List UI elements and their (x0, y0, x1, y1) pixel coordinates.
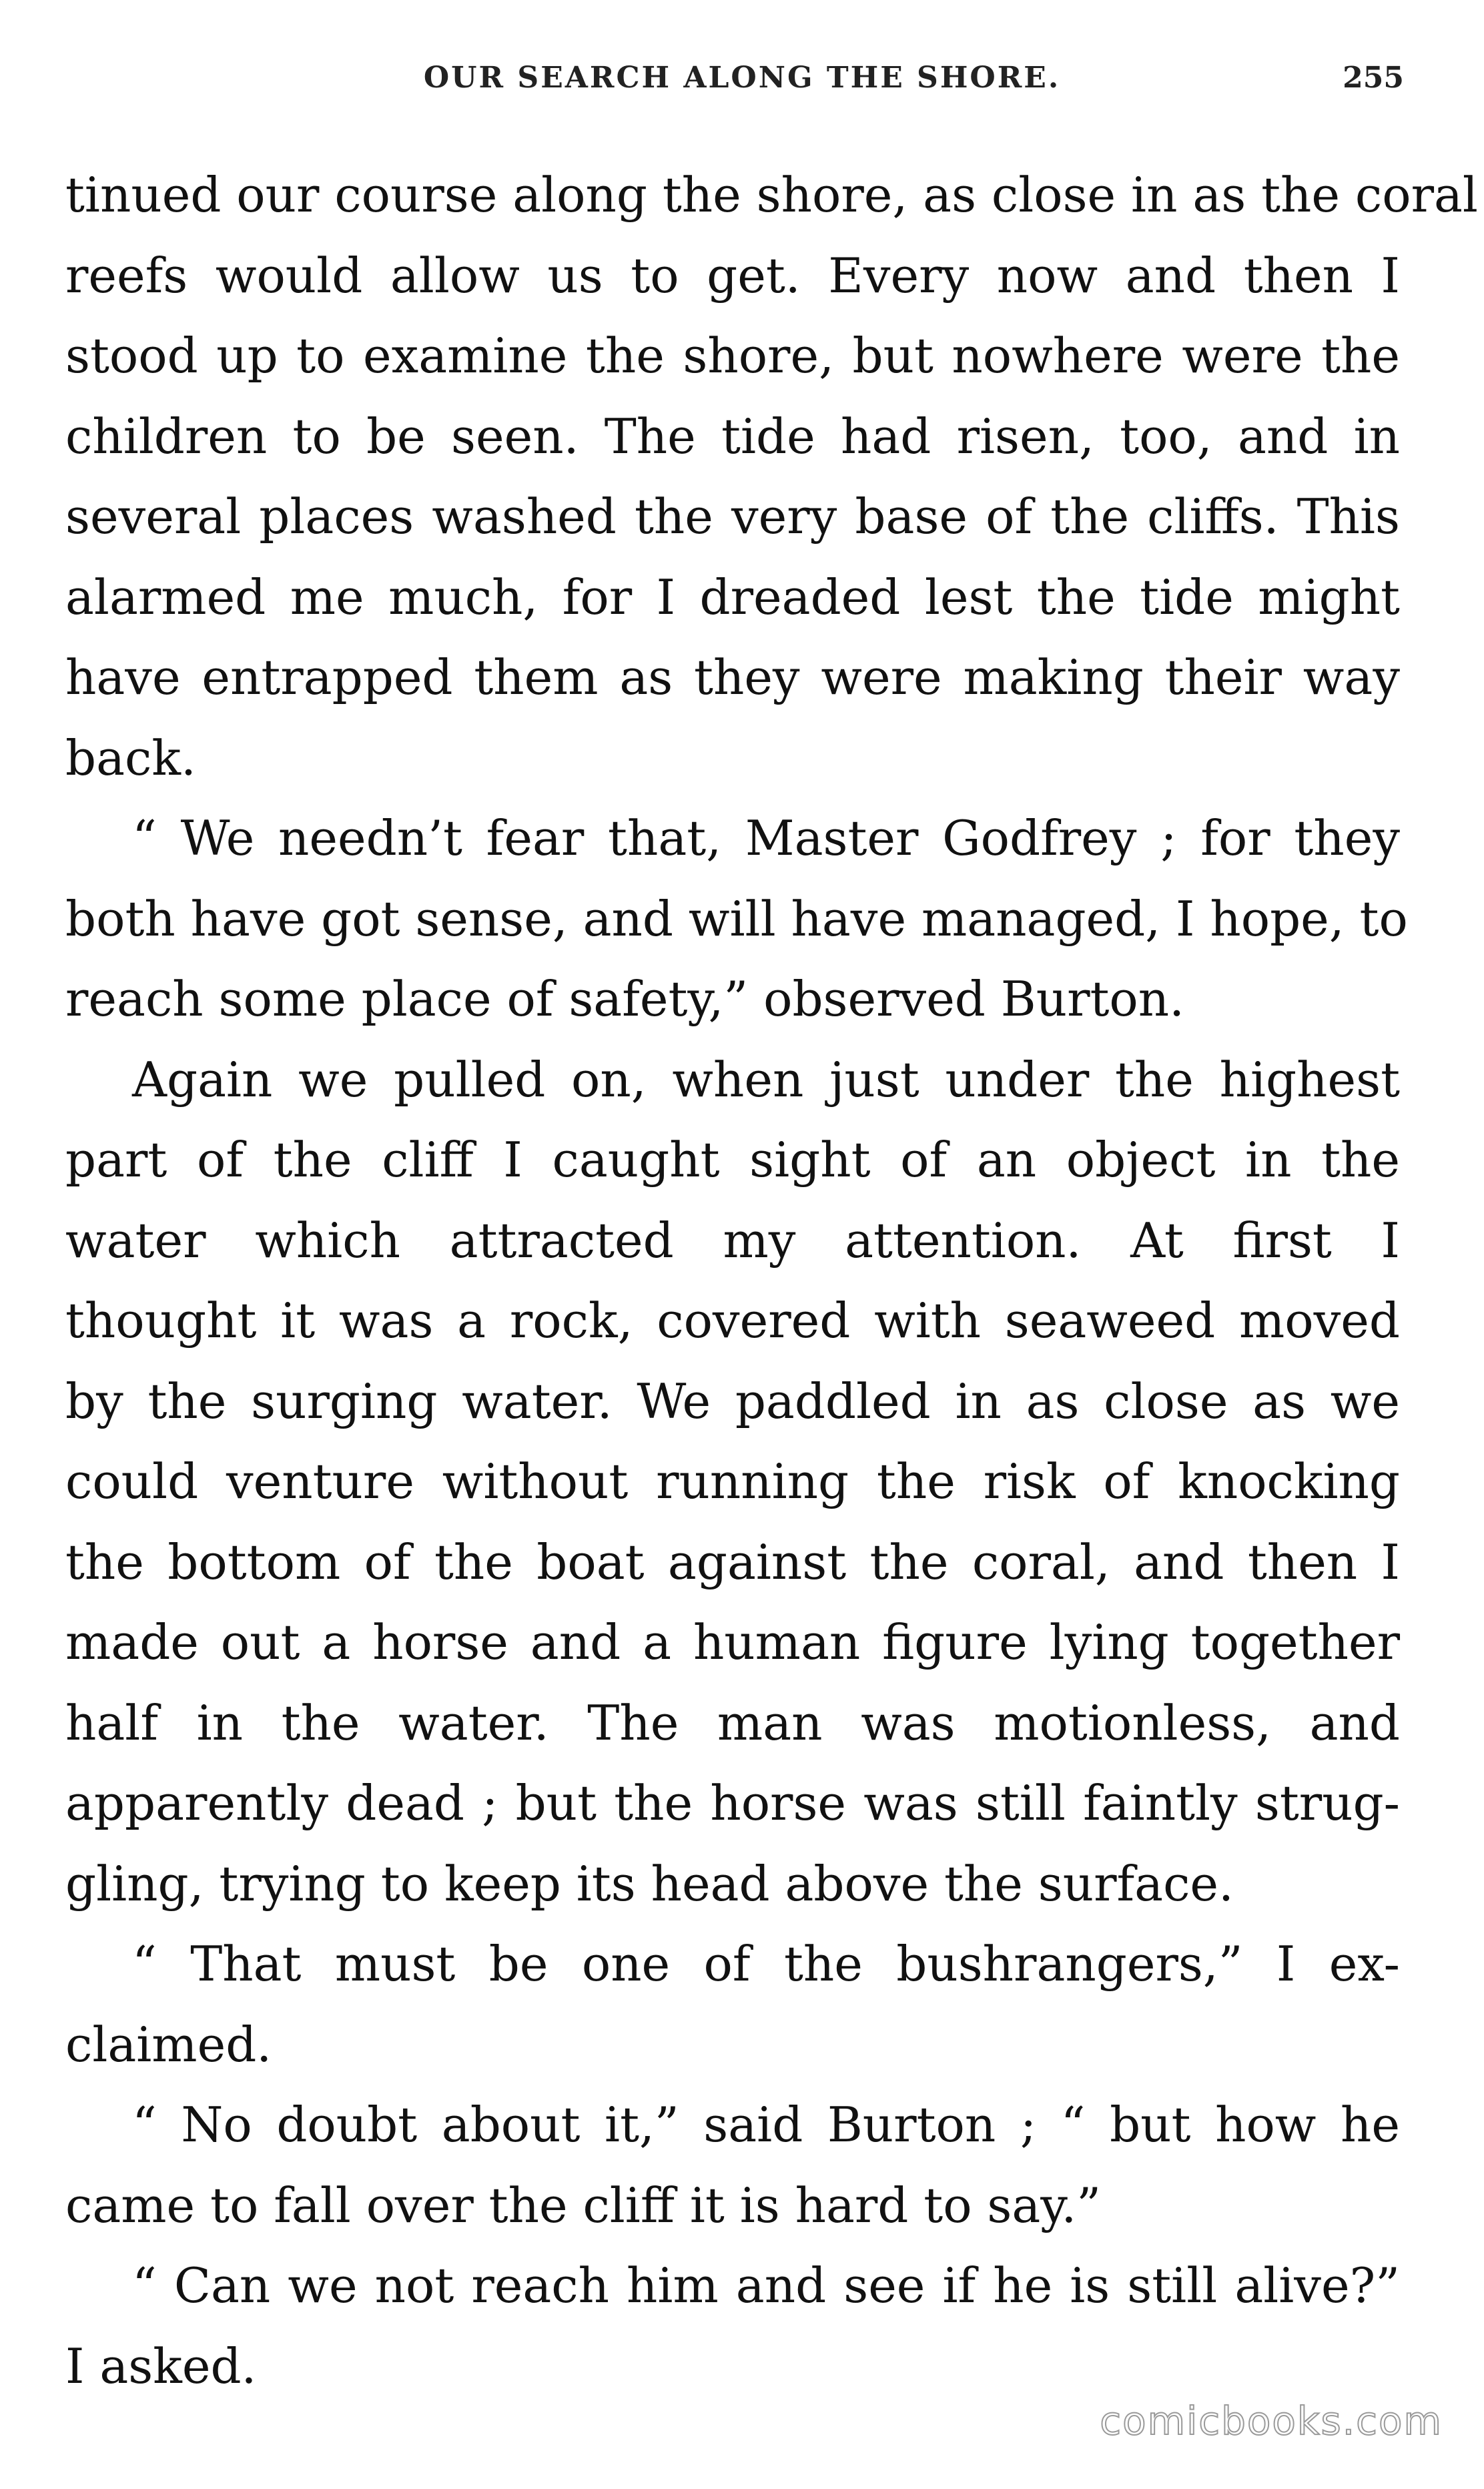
text-line: “ No doubt about it,” said Burton ; “ but how he (132, 2097, 1400, 2153)
text-line: water which attracted my attention. At first I (65, 1212, 1400, 1269)
text-line: made out a horse and a human figure lying together (65, 1614, 1400, 1670)
text-line: could venture without running the risk of knocking (65, 1453, 1400, 1509)
paragraph (65, 798, 1408, 1040)
text-line: half in the water. The man was motionless, and (65, 1694, 1400, 1751)
text-line: gling, trying to keep its head above the surface. (65, 1855, 1234, 1912)
paragraph (65, 2085, 1400, 2245)
paragraph (65, 155, 1478, 798)
text-line: part of the cliff I caught sight of an object in the (65, 1132, 1400, 1188)
text-line: thought it was a rock, covered with seaweed moved (65, 1293, 1400, 1349)
text-line: alarmed me much, for I dreaded lest the tide might (65, 569, 1400, 625)
text-line: back. (65, 729, 196, 786)
body-text (65, 155, 1478, 2406)
paragraph (65, 1924, 1400, 2085)
text-line: several places washed the very base of the cliffs. This (65, 488, 1400, 545)
text-line: I asked. (65, 2338, 257, 2394)
text-line: stood up to examine the shore, but nowhere were the (65, 328, 1400, 384)
text-line: both have got sense, and will have managed, I hope, to (65, 890, 1408, 947)
text-line: by the surging water. We paddled in as close as we (65, 1373, 1400, 1429)
text-line: came to fall over the cliff it is hard to say.” (65, 2177, 1102, 2233)
running-head (0, 55, 1484, 101)
paragraph (65, 1040, 1400, 1924)
text-line: Again we pulled on, when just under the highest (132, 1051, 1400, 1108)
running-title: OUR SEARCH ALONG THE SHORE. (423, 61, 1061, 95)
text-line: “ Can we not reach him and see if he is still alive?” (132, 2257, 1400, 2314)
text-line: apparently dead ; but the horse was still faintly strug- (65, 1775, 1400, 1831)
text-line: have entrapped them as they were making their way (65, 649, 1400, 705)
text-line: reach some place of safety,” observed Burton. (65, 971, 1185, 1027)
page-number: 255 (1343, 61, 1404, 95)
text-line: “ That must be one of the bushrangers,” I ex- (132, 1936, 1400, 1992)
text-line: children to be seen. The tide had risen, too, and in (65, 408, 1400, 464)
text-line: the bottom of the boat against the coral, and then I (65, 1533, 1400, 1590)
paragraph (65, 2245, 1400, 2406)
text-line: reefs would allow us to get. Every now and then I (65, 247, 1400, 304)
text-line: “ We needn’t fear that, Master Godfrey ; for they (132, 810, 1400, 866)
text-line: tinued our course along the shore, as close in as the coral (65, 167, 1478, 223)
text-line: claimed. (65, 2016, 272, 2073)
watermark-logo: comicbooks.com (1100, 2398, 1443, 2444)
